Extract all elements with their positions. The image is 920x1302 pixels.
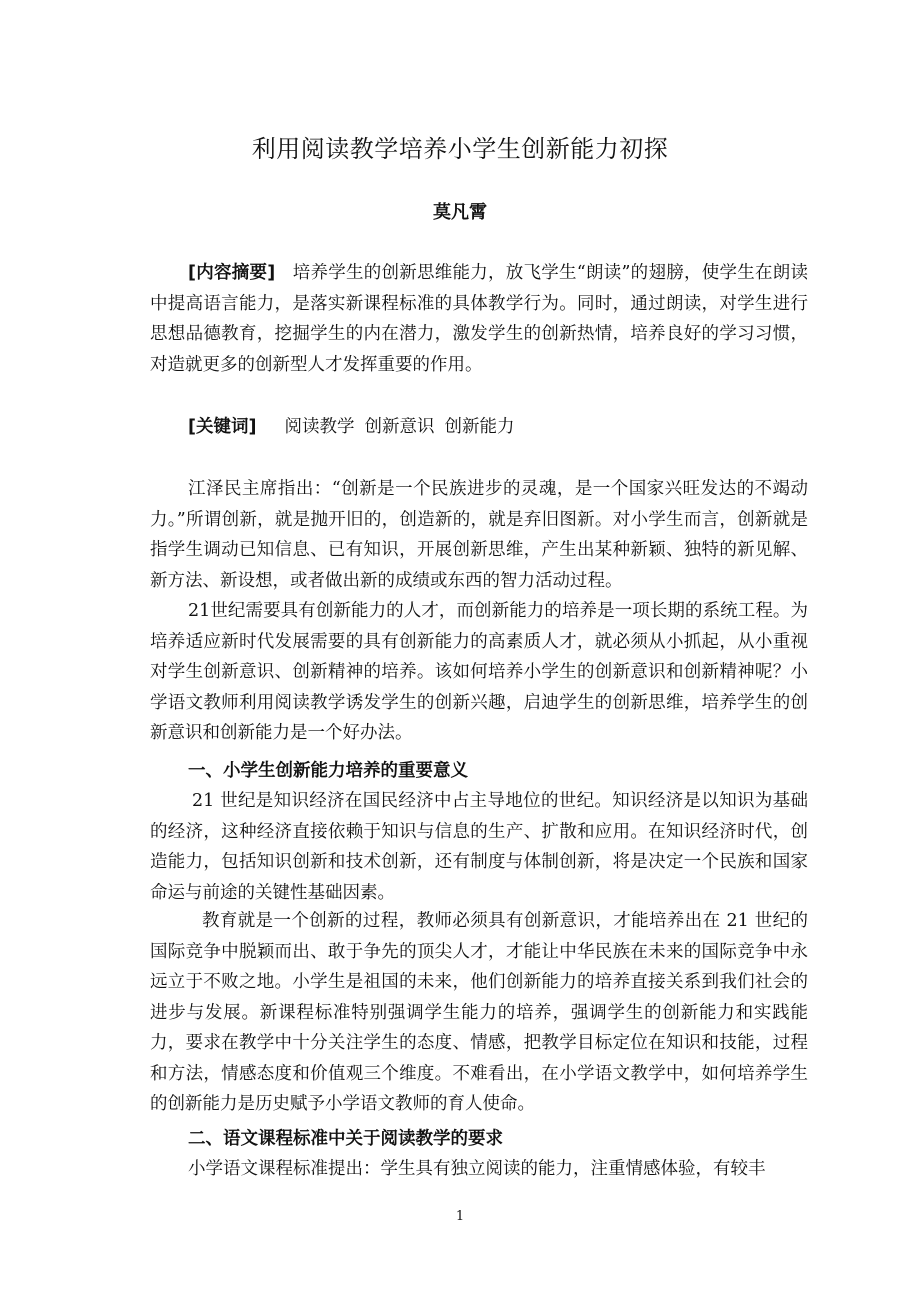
keywords-line: [188, 412, 808, 443]
keyword-item: 创新意识: [364, 417, 435, 437]
section-heading: 一、小学生创新能力培养的重要意义: [188, 761, 468, 781]
author-name: 莫凡霄: [433, 202, 487, 223]
abstract-paragraph: [150, 258, 808, 380]
abstract-text: 培养学生的创新思维能力，放飞学生“朗读”的翅膀，使学生在朗读中提高语言能力，是落实新课程标准的具体教学行为。同时，通过朗读，对学生进行思想品德教育，挖掘学生的内在潜力，激发学生的创新热情，培养良好的学习习惯，对造就更多的创新型人才发挥重要的作用。: [150, 263, 808, 375]
section-heading: 二、语文课程标准中关于阅读教学的要求: [188, 1129, 503, 1149]
body-paragraph: 江泽民主席指出：“创新是一个民族进步的灵魂，是一个国家兴旺发达的不竭动力。”所谓创新，就是抛开旧的，创造新的，就是弃旧图新。对小学生而言，创新就是指学生调动已知信息、已有知识，开展创新思维，产生出某种新颖、独特的新见解、新方法、新设想，或者做出新的成绩或东西的智力活动过程。: [150, 479, 808, 591]
body-paragraph: 小学语文课程标准提出：学生具有独立阅读的能力，注重情感体验，有较丰: [188, 1159, 766, 1179]
abstract-label: [内容摘要]: [188, 263, 276, 283]
body-paragraph: 21世纪需要具有创新能力的人才，而创新能力的培养是一项长期的系统工程。为培养适应新时代发展需要的具有创新能力的高素质人才，就必须从小抓起，从小重视对学生创新意识、创新精神的培养。该如何培养小学生的创新意识和创新精神呢？小学语文教师利用阅读教学诱发学生的创新兴趣，启迪学生的创新思维，培养学生的创新意识和创新能力是一个好办法。: [150, 601, 808, 743]
keyword-item: 阅读教学: [284, 417, 355, 437]
keywords-label: [关键词]: [188, 417, 257, 437]
keyword-item: 创新能力: [444, 417, 515, 437]
body-paragraph: 21 世纪是知识经济在国民经济中占主导地位的世纪。知识经济是以知识为基础的经济，这种经济直接依赖于知识与信息的生产、扩散和应用。在知识经济时代，创造能力，包括知识创新和技术创新，还有制度与体制创新，将是决定一个民族和国家命运与前途的关键性基础因素。: [150, 791, 808, 903]
body-paragraph: 教育就是一个创新的过程，教师必须具有创新意识，才能培养出在 21 世纪的国际竞争中脱颖而出、敢于争先的顶尖人才，才能让中华民族在未来的国际竞争中永远立于不败之地。小学生是祖国的未来，他们创新能力的培养直接关系到我们社会的进步与发展。新课程标准特别强调学生能力的培养，强调学生的创新能力和实践能力，要求在教学中十分关注学生的态度、情感，把教学目标定位在知识和技能，过程和方法，情感态度和价值观三个维度。不难看出，在小学语文教学中，如何培养学生的创新能力是历史赋予小学语文教师的育人使命。: [150, 911, 808, 1114]
document-title: 利用阅读教学培养小学生创新能力初探: [251, 135, 669, 163]
page-number: 1: [455, 1209, 465, 1224]
